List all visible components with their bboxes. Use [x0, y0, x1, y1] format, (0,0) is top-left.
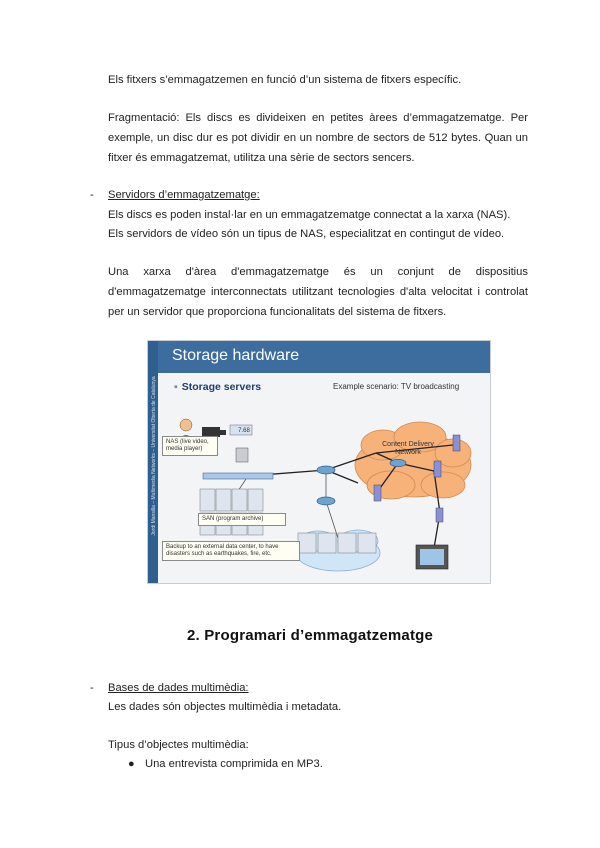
slide-side-bar — [148, 341, 158, 583]
section-title-storage-servers: Servidors d’emmagatzematge: — [108, 189, 260, 201]
slide-side-text: Jordi Mansilla – Multimedia Networks – Universitat Oberta de Catalunya — [151, 376, 157, 536]
monitor-label: 7.68 — [238, 428, 250, 434]
paragraph-fragmentation: Fragmentació: Els discs es divideixen en petites àrees d’emmagatzematge. Per exemple, un disc dur es pot dividir en un nombre de sectors de 512 bytes. Quan un fitxer és emmagatzemat, utilitza una sèrie de sectors sencers. — [108, 112, 528, 164]
storage-hardware-slide-image — [147, 340, 491, 584]
paragraph-san: Una xarxa d'àrea d'emmagatzematge és un conjunt de dispositius d'emmagatzematge interconnectats utilitzant tecnologies d'alta velocitat i controlat per un servidor que proporciona funcionalitats del sistema de fitxers. — [108, 266, 528, 318]
paragraph-video-servers: Els servidors de vídeo són un tipus de NAS, especialitzat en contingut de vídeo. — [108, 228, 505, 240]
slide-bullet-text: Storage servers — [181, 381, 262, 393]
paragraph-object-types: Tipus d’objectes multimèdia: — [108, 739, 249, 751]
san-label-box: SAN (program archive) — [198, 513, 286, 526]
cdn-label: Content Delivery Network — [382, 441, 434, 456]
slide-subtitle: Example scenario: TV broadcasting — [333, 382, 460, 391]
slide-bullet-marker: ▪ — [174, 381, 178, 393]
cdn-cloud — [355, 422, 471, 499]
slide-title: Storage hardware — [172, 347, 300, 364]
bullet-marker: ● — [128, 758, 135, 770]
paragraph-file-systems: Els fitxers s’emmagatzemen en funció d’un sistema de fitxers específic. — [108, 74, 462, 86]
slide-header — [158, 341, 490, 373]
list-dash: - — [90, 189, 94, 201]
paragraph-nas: Els discs es poden instal·lar en un emmagatzematge connectat a la xarxa (NAS). — [108, 209, 511, 221]
backup-label-box: Backup to an external data center, to have disasters such as earthquakes, fire, etc. — [162, 541, 300, 561]
nas-server-icon — [236, 448, 248, 462]
tv-icon — [416, 545, 448, 569]
heading-software-storage: 2. Programari d’emmagatzematge — [186, 627, 434, 644]
switch-icon — [203, 473, 273, 479]
list-dash-2: - — [90, 682, 94, 694]
paragraph-multimedia-objects: Les dades són objectes multimèdia i metadata. — [108, 701, 342, 713]
section-title-multimedia-databases: Bases de dades multimèdia: — [108, 682, 249, 694]
bullet-item-mp3: Una entrevista comprimida en MP3. — [145, 758, 323, 770]
nas-label-box: NAS (live video, media player) — [162, 436, 218, 456]
